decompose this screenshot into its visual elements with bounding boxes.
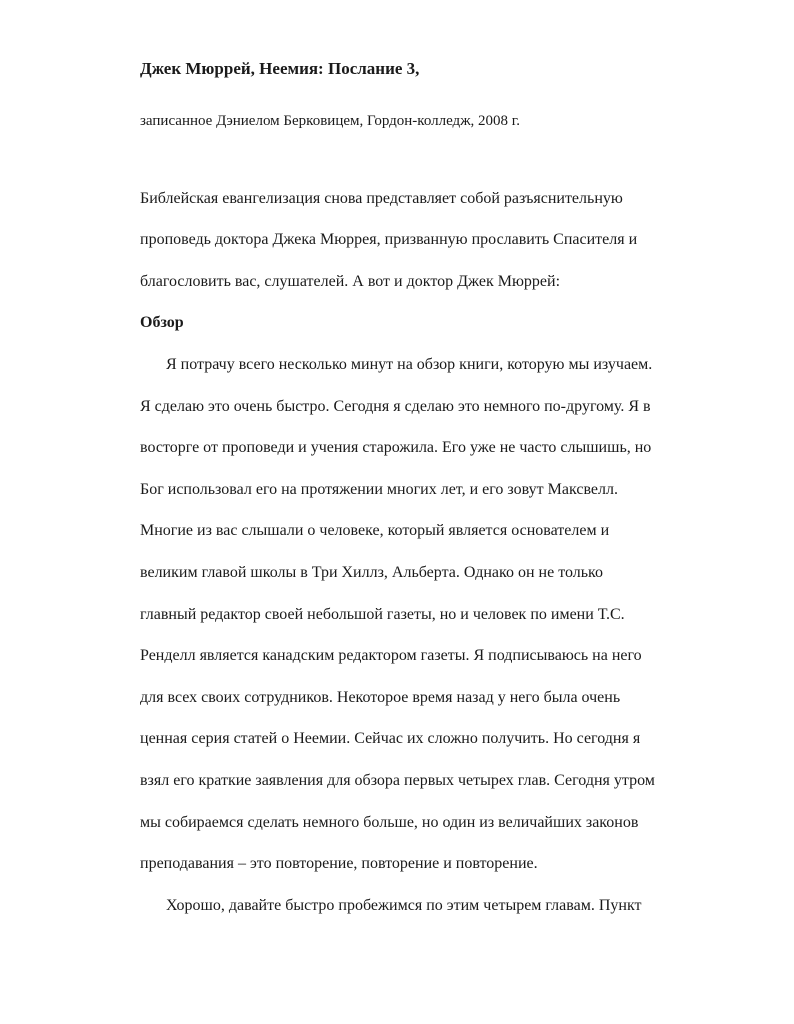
intro-paragraph: Библейская евангелизация снова представляет собой разъяснительную проповедь доктора Джека Мюррея, призванную прославить Спасителя и благословить вас, слушателей. А вот и доктор Джек Мюррей: xyxy=(140,189,638,290)
overview-paragraph: Я потрачу всего несколько минут на обзор книги, которую мы изучаем. Я сделаю это очень быстро. Сегодня я сделаю это немного по-другому. Я в восторге от проповеди и учения старожила. Его уже не часто слышишь, но Бог использовал его на протяжении многих лет, и его зовут Максвелл. Многие из вас слышали о человеке, который является основателем и великим главой школы в Три Хиллз, Альберта. Однако он не только главный редактор своей небольшой газеты, но и человек по имени Т.С. Ренделл является канадским редактором газеты. Я подписываюсь на него для всех своих сотрудников. Некоторое время назад у него была очень ценная серия статей о Неемии. Сейчас их сложно получить. Но сегодня я взял его краткие заявления для обзора первых четырех глав. Сегодня утром мы собираемся сделать немного больше, но один из величайших законов преподавания – это повторение, повторение и повторение. xyxy=(140,355,655,873)
section-heading-overview: Обзор xyxy=(140,314,184,332)
closing-paragraph: Хорошо, давайте быстро пробежимся по этим четырем главам. Пункт xyxy=(166,896,642,914)
document-title: Джек Мюррей, Неемия: Послание 3, xyxy=(140,59,420,78)
document-subtitle: записанное Дэниелом Берковицем, Гордон-колледж, 2008 г. xyxy=(140,113,521,130)
